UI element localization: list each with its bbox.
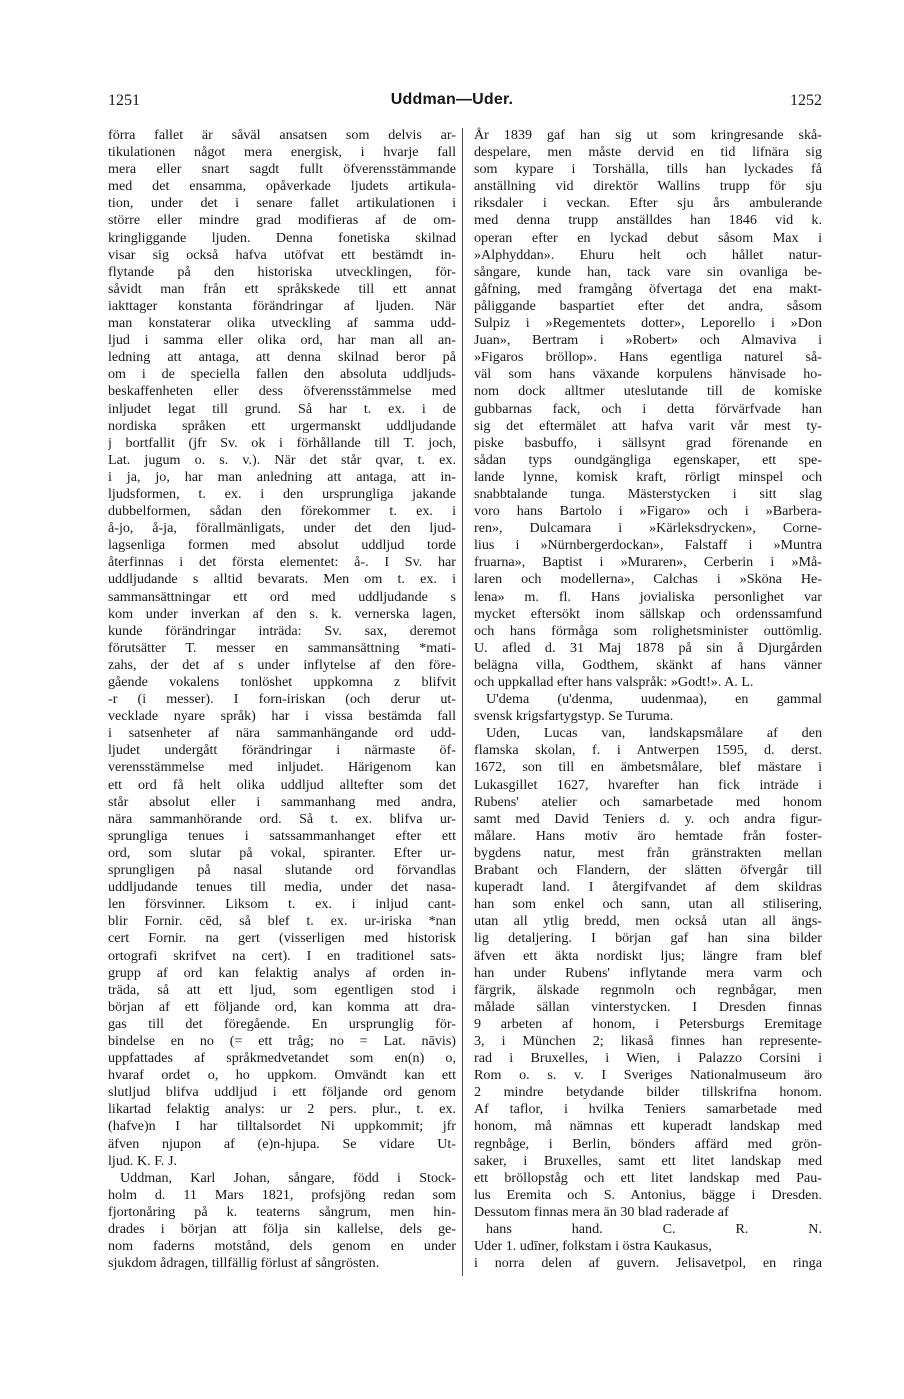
text-line: ledning att antaga, att denna skilnad beror på	[108, 349, 456, 366]
text-line: ljudsformen, t. ex. i den ursprungliga jakande	[108, 485, 456, 502]
text-line: gående vokalens tonlöshet uppkomna z blifvit	[108, 674, 456, 690]
text-line: vecklade nyare språk) har i vissa bestämda fall	[108, 708, 456, 725]
text-line: ortografi skrifvet na cert). I en traditionel sats-	[108, 947, 456, 964]
text-line: 9 arbeten af honom, i Petersburgs Eremitage	[474, 1015, 822, 1032]
text-line: målade sällan vinterstycken. I Dresden finnas	[474, 998, 822, 1015]
text-line: i ja, jo, har man anledning att antaga, att in-	[108, 468, 456, 485]
text-line: lus Eremita och S. Antonius, bägge i Dresden.	[474, 1186, 822, 1203]
page-number-left: 1251	[108, 92, 140, 109]
left-column	[108, 127, 456, 1272]
text-line: Rubens' atelier och samarbetade med honom	[474, 793, 822, 810]
text-line: sådan typs oundgängliga egenskaper, ett spe-	[474, 451, 822, 468]
text-line: mycket eftersökt inom sällskap och ordenssamfund	[474, 605, 822, 622]
text-line: anställning vid direktör Wallins trupp för sju	[474, 178, 822, 195]
text-line: påliggande baspartiet efter det andra, såsom	[474, 297, 822, 314]
text-line: U'dema (u'denma, uudenmaa), en gammal	[486, 691, 822, 708]
text-line: zahs, der det af s under inflytelse af den före-	[108, 656, 456, 673]
text-line: står absolut eller i sammanhang med andra,	[108, 793, 456, 810]
text-line: bygdens natur, mest från gränstrakten mellan	[474, 844, 822, 861]
text-line: väl som hans växande korpulens hänvisade ho-	[474, 366, 822, 383]
text-line: äfven ett äkta nordiskt ljus; längre fram blef	[474, 947, 822, 964]
text-line: ord, som slutar på vokal, spiranter. Efter ur-	[108, 844, 456, 861]
text-line: ett bröllopståg och ett litet landskap med Pau-	[474, 1169, 822, 1186]
text-line: flamska skolan, f. i Antwerpen 1595, d. derst.	[474, 742, 822, 759]
text-line: snabbtalande tunga. Mästerstycken i sitt slag	[474, 485, 822, 502]
text-line: (hafve)n I har tilltalsordet Ni uppkommit; jfr	[108, 1118, 456, 1135]
text-line: kuperadt land. I återgifvandet af dem skildras	[474, 879, 822, 896]
text-line: kom under inverkan af den s. k. vernerska lagen,	[108, 605, 456, 622]
text-line: äfven njupon af (e)n-hjupa. Se vidare Ut-	[108, 1135, 456, 1152]
text-line: sångare, kunde han, tack vare sin ovanliga be-	[474, 263, 822, 280]
text-line: lig detaljering. I början gaf han sina bilder	[474, 930, 822, 947]
text-line: som kypare i Torshälla, tills han lyckades få	[474, 161, 822, 178]
text-line: U. afled d. 31 Maj 1878 på sin å Djurgården	[474, 639, 822, 656]
text-line: 3, i München 2; likaså finnes han represente-	[474, 1032, 822, 1049]
text-line: svensk krigsfartygstyp. Se Turuma.	[474, 708, 674, 725]
text-line: Lukasgillet 1627, hvarefter han fick inträde i	[474, 776, 822, 793]
text-line: iakttager konstanta förändringar af ljuden. När	[108, 297, 456, 314]
text-line: j bortfallit (jfr Sv. ok i förhållande till T. joch,	[108, 434, 456, 451]
text-line: lagsenliga formen med absolut uddljud torde	[108, 537, 456, 554]
text-line: uddljudande tenues till media, under det nasa-	[108, 879, 456, 896]
text-line: Juan», Bertram i »Robert» och Almaviva i	[474, 332, 822, 349]
text-line: len försvinner. Liksom t. ex. i inljud cant-	[108, 896, 456, 913]
text-line: beskaffenheten eller dess öfverensstämmelse med	[108, 383, 456, 400]
text-line: -r (i messer). I forn-iriskan (och derur ut-	[108, 691, 456, 708]
text-line: utan all ytlig bredd, men också utan all ängs-	[474, 913, 822, 930]
text-line: å-jo, å-ja, förallmänligats, under det den ljud-	[108, 520, 456, 537]
text-line: förutsätter T. messer en sammansättning *mati-	[108, 639, 456, 656]
column-divider	[462, 128, 463, 1276]
text-line: förra fallet är såväl ansatsen som delvis ar-	[108, 127, 456, 143]
text-line: Lat. jugum o. s. v.). När det står qvar, t. ex.	[108, 451, 456, 468]
text-line: träda, så att ett ljud, som egentligen stod i	[108, 981, 456, 998]
text-line: återfinnas i det första elementet: å-. I Sv. har	[108, 554, 456, 571]
text-line: likartad felaktig analys: ur 2 pers. plur., t. ex.	[108, 1101, 456, 1118]
text-line: han som enkel och sann, utan all stilisering,	[474, 896, 822, 913]
text-line: ljudet undergått förändringar i närmaste öf-	[108, 742, 456, 759]
page-number-right: 1252	[790, 92, 822, 109]
text-line: i satsenheter af nära sammanhängande ord udd-	[108, 725, 456, 742]
text-line: ljud. K. F. J.	[108, 1152, 177, 1169]
text-line: regnbåge, i Berlin, bönders affärd med grön-	[474, 1135, 822, 1152]
text-line: större eller mindre grad modifieras af de om-	[108, 212, 456, 229]
text-line: fjortonåring på k. teaterns sångrum, men hin-	[108, 1203, 456, 1220]
text-line: lius i »Nürnbergerdockan», Falstaff i »Muntra	[474, 537, 822, 554]
text-line: i norra delen af guvern. Jelisavetpol, en ringa	[474, 1255, 822, 1272]
text-line: slutljud blifva uddljud i ett följande ord genom	[108, 1084, 456, 1101]
text-line: och hans förmåga som rolighetsminister outtömlig.	[474, 622, 822, 639]
text-line: ljud i samma eller olika ord, har man all an-	[108, 332, 456, 349]
text-line: målare. Hans motiv äro hemtade från foster-	[474, 827, 822, 844]
text-line: man konstaterar olika utveckling af samma udd-	[108, 315, 456, 332]
text-line: nordiska språken ett urgermanskt uddljudande	[108, 417, 456, 434]
page-header	[0, 92, 904, 116]
running-title: Uddman—Uder.	[390, 91, 514, 108]
text-line: uppfattades af språkmedvetandet som en(n) o,	[108, 1050, 456, 1067]
text-line: ren», Dulcamara i »Kärleksdrycken», Corne-	[474, 520, 822, 537]
text-line: Uddman, Karl Johan, sångare, född i Stock-	[120, 1169, 456, 1186]
text-line: År 1839 gaf han sig ut som kringresande skå-	[474, 127, 822, 143]
text-line: grupp af ord kan felaktig analys af orden in-	[108, 964, 456, 981]
text-line: cert Fornir. na gert (visserligen med historisk	[108, 930, 456, 947]
text-line: såvidt man från ett språkskede till ett annat	[108, 280, 456, 297]
text-line: 1672, son till en ämbetsmålare, blef mästare i	[474, 759, 822, 776]
text-line: Dessutom finnas mera än 30 blad raderade af	[474, 1203, 729, 1220]
text-line: om i de speciella fallen den absoluta uddljuds-	[108, 366, 456, 383]
text-line: dubbelformen, sådan den förekommer t. ex. i	[108, 503, 456, 520]
text-line: honom, må nämnas ett kuperadt landskap med	[474, 1118, 822, 1135]
text-line: sjukdom ådragen, tillfällig förlust af sångrösten.	[108, 1255, 380, 1272]
text-line: samt med David Teniers d. y. och andra figur-	[474, 810, 822, 827]
text-line: början af ett följande ord, kan komma att dra-	[108, 998, 456, 1015]
text-line: han under Rubens' inflytande mera varm och	[474, 964, 822, 981]
text-line: uddljudande s alltid bevarats. Men om t. ex. i	[108, 571, 456, 588]
text-line: tikulationen något mera energisk, i hvarje fall	[108, 144, 456, 161]
right-column	[474, 127, 822, 1272]
text-line: voro hans Bartolo i »Figaro» och i »Barbera-	[474, 503, 822, 520]
text-line: »Figaros bröllop». Hans egentliga naturel så-	[474, 349, 822, 366]
text-line: mera eller snart sagdt fullt öfverensstämmande	[108, 161, 456, 178]
text-line: nom dock alltmer uteslutande till de komiske	[474, 383, 822, 400]
text-line: kunde förändringar inträda: Sv. sax, deremot	[108, 622, 456, 639]
text-line: saker, i Bruxelles, samt ett litet landskap med	[474, 1152, 822, 1169]
text-line: 2 mindre betydande bilder tillskrifna honom.	[474, 1084, 822, 1101]
text-line: sammansättningar ett ord med uddljudande s	[108, 588, 456, 605]
text-line: Uden, Lucas van, landskapsmålare af den	[486, 725, 822, 742]
text-line: sprungliga tenues i satssammanhanget efter ett	[108, 827, 456, 844]
text-line: »Alphyddan». Ehuru helt och hållet natur-	[474, 246, 822, 263]
text-line: och uppkallad efter hans valspråk: »Godt!». A. L.	[474, 674, 754, 690]
text-line: Af taflor, i hvilka Teniers samarbetade med	[474, 1101, 822, 1118]
text-line: gåfning, med framgång öfvertaga det ena makt-	[474, 280, 822, 297]
text-line: bindelse en no (= ett tråg; no = Lat. nāvis)	[108, 1032, 456, 1049]
text-line: holm d. 11 Mars 1821, profsjöng redan som	[108, 1186, 456, 1203]
text-line: gubbarnas fack, och i detta förvärfvade han	[474, 400, 822, 417]
text-line: hans hand. C. R. N.	[486, 1221, 822, 1237]
text-line: inljudet legat till grund. Så har t. ex. i de	[108, 400, 456, 417]
text-line: visar sig också hafva utöfvat ett bestämdt in-	[108, 246, 456, 263]
text-line: Sulpiz i »Regementets dotter», Leporello i »Don	[474, 315, 822, 332]
text-line: lande lynne, komisk kraft, rörligt minspel och	[474, 468, 822, 485]
text-line: ett ord få helt olika uddljud alltefter som det	[108, 776, 456, 793]
text-line: nära sammanhörande ord. Så t. ex. blifva ur-	[108, 810, 456, 827]
text-line: drades i början att följa sin kallelse, dels ge-	[108, 1221, 456, 1237]
text-line: Brabant och Flandern, der slätten öfvergår till	[474, 862, 822, 879]
text-line: tion, under det i senare fallet artikulationen i	[108, 195, 456, 212]
text-line: laren och modellerna», Calchas i »Sköna He-	[474, 571, 822, 588]
text-line: despelare, men måste dervid en tid lifnära sig	[474, 144, 822, 161]
text-line: sig det eftermälet att hafva varit vår mest ty-	[474, 417, 822, 434]
text-line: rad i Bruxelles, i Wien, i Palazzo Corsini i	[474, 1050, 822, 1067]
text-line: kringliggande ljuden. Denna fonetiska skilnad	[108, 229, 456, 246]
text-line: operan efter en lyckad debut såsom Max i	[474, 229, 822, 246]
text-line: riksdaler i veckan. Efter sju års ambulerande	[474, 195, 822, 212]
text-line: färgrik, älskade regnmoln och regnbågar, men	[474, 981, 822, 998]
text-line: piske basbuffo, i sällsynt grad förenande en	[474, 434, 822, 451]
text-line: Rom o. s. v. I Sveriges Nationalmuseum äro	[474, 1067, 822, 1084]
text-line: lena» m. fl. Hans jovialiska personlighet var	[474, 588, 822, 605]
text-line: fruarna», Baptist i »Muraren», Cerberin i »Må-	[474, 554, 822, 571]
text-line: belägna villa, Godthem, skänkt af hans vänner	[474, 656, 822, 673]
text-line: nom faderns motstånd, dels genom en under	[108, 1238, 456, 1255]
text-line: blir Fornir. cēd, så blef t. ex. ur-iriska *nan	[108, 913, 456, 930]
text-line: flytande på den historiska utvecklingen, för-	[108, 263, 456, 280]
text-line: verensstämmelse med inljudet. Härigenom kan	[108, 759, 456, 776]
text-line: med denna trupp anställdes han 1846 vid k.	[474, 212, 822, 229]
text-line: med det ensamma, opåverkade ljudets artikula-	[108, 178, 456, 195]
text-line: gas till det föregående. En ursprunglig för-	[108, 1015, 456, 1032]
text-line: hvaraf ordet o, ho uppkom. Omvändt kan ett	[108, 1067, 456, 1084]
text-line: Uder 1. udīner, folkstam i östra Kaukasus,	[474, 1238, 712, 1255]
text-line: sprungligen på nasal slutande ord förvandlas	[108, 862, 456, 879]
